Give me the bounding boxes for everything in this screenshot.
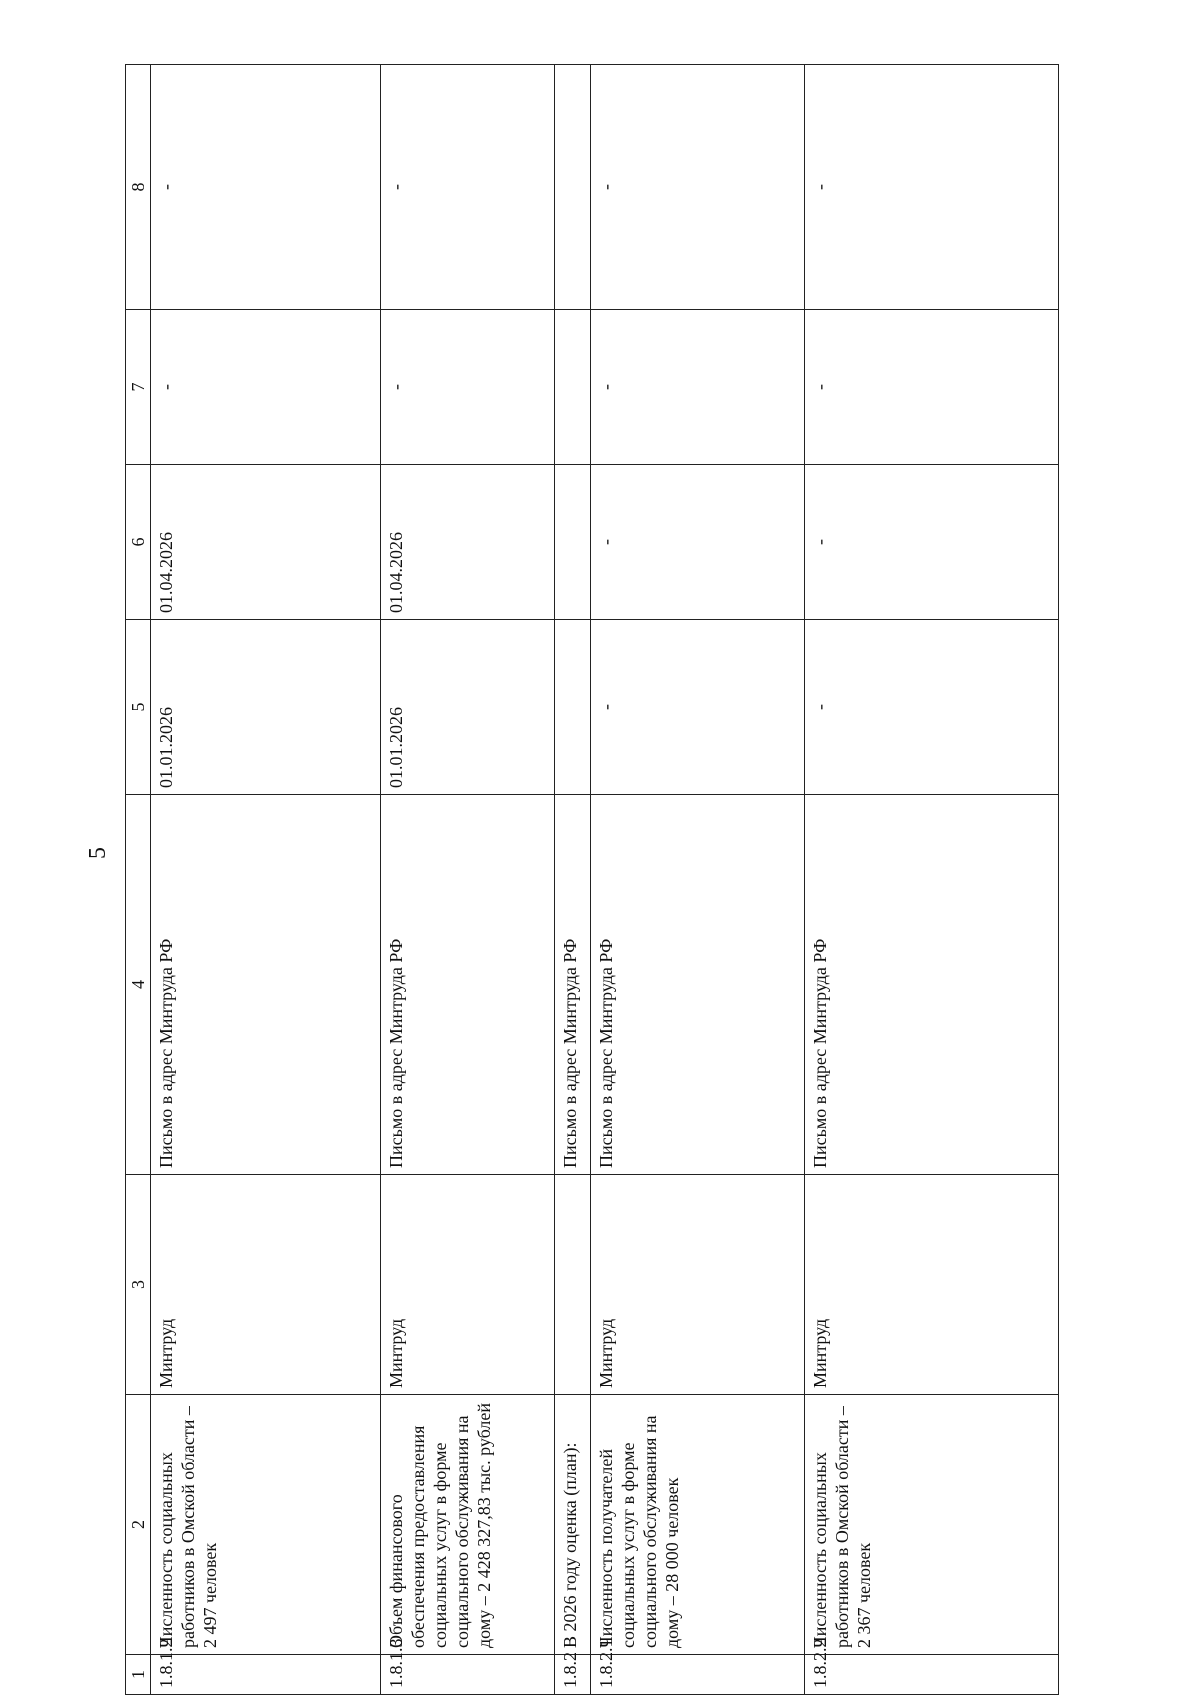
header-cell: 1 bbox=[126, 1655, 151, 1695]
row-executor: Минтруд bbox=[151, 1175, 381, 1395]
row-executor: Минтруд bbox=[805, 1175, 1059, 1395]
row-description: Численность социальных работников в Омской области – 2 497 человек bbox=[151, 1395, 381, 1655]
row-end-date: - bbox=[805, 465, 1059, 620]
row-description: Численность получателей социальных услуг в форме социального обслуживания на дому – 28 000 человек bbox=[591, 1395, 805, 1655]
table-row bbox=[591, 65, 805, 1695]
row-number: 1.8.2 bbox=[555, 1655, 591, 1695]
row-number: 1.8.2.2 bbox=[805, 1655, 1059, 1695]
row-end-date: 01.04.2026 bbox=[381, 465, 555, 620]
row-col7: - bbox=[805, 310, 1059, 465]
row-end-date bbox=[555, 465, 591, 620]
row-document: Письмо в адрес Минтруда РФ bbox=[591, 795, 805, 1175]
row-executor: Минтруд bbox=[591, 1175, 805, 1395]
header-cell: 5 bbox=[126, 620, 151, 795]
header-cell: 2 bbox=[126, 1395, 151, 1655]
row-end-date: - bbox=[591, 465, 805, 620]
plan-table bbox=[125, 64, 1059, 1695]
row-document: Письмо в адрес Минтруда РФ bbox=[381, 795, 555, 1175]
row-number: 1.8.1.2 bbox=[151, 1655, 381, 1695]
row-start-date: 01.01.2026 bbox=[381, 620, 555, 795]
row-executor bbox=[555, 1175, 591, 1395]
row-start-date: 01.01.2026 bbox=[151, 620, 381, 795]
row-description: Численность социальных работников в Омской области – 2 367 человек bbox=[805, 1395, 1059, 1655]
header-cell: 4 bbox=[126, 795, 151, 1175]
header-cell: 3 bbox=[126, 1175, 151, 1395]
row-document: Письмо в адрес Минтруда РФ bbox=[805, 795, 1059, 1175]
row-start-date bbox=[555, 620, 591, 795]
row-document: Письмо в адрес Минтруда РФ bbox=[555, 795, 591, 1175]
header-cell: 6 bbox=[126, 465, 151, 620]
row-col8: - bbox=[805, 65, 1059, 310]
row-col8 bbox=[555, 65, 591, 310]
table-container bbox=[125, 65, 1059, 1695]
page-number: 5 bbox=[85, 847, 111, 859]
row-col7 bbox=[555, 310, 591, 465]
table-row bbox=[151, 65, 381, 1695]
row-col7: - bbox=[381, 310, 555, 465]
row-number: 1.8.2.1 bbox=[591, 1655, 805, 1695]
row-col8: - bbox=[591, 65, 805, 310]
row-end-date: 01.04.2026 bbox=[151, 465, 381, 620]
row-description: В 2026 году оценка (план): bbox=[555, 1395, 591, 1655]
header-row bbox=[126, 65, 151, 1695]
row-start-date: - bbox=[591, 620, 805, 795]
row-number: 1.8.1.3 bbox=[381, 1655, 555, 1695]
table-row bbox=[555, 65, 591, 1695]
row-col8: - bbox=[381, 65, 555, 310]
row-executor: Минтруд bbox=[381, 1175, 555, 1395]
row-col7: - bbox=[151, 310, 381, 465]
table-row bbox=[381, 65, 555, 1695]
row-document: Письмо в адрес Минтруда РФ bbox=[151, 795, 381, 1175]
header-cell: 7 bbox=[126, 310, 151, 465]
row-col7: - bbox=[591, 310, 805, 465]
rotated-table bbox=[125, 65, 1059, 1695]
row-col8: - bbox=[151, 65, 381, 310]
table-row bbox=[805, 65, 1059, 1695]
header-cell: 8 bbox=[126, 65, 151, 310]
row-start-date: - bbox=[805, 620, 1059, 795]
row-description: Объем финансового обеспечения предоставления социальных услуг в форме социального обслуживания на дому – 2 428 327,83 тыс. рублей bbox=[381, 1395, 555, 1655]
